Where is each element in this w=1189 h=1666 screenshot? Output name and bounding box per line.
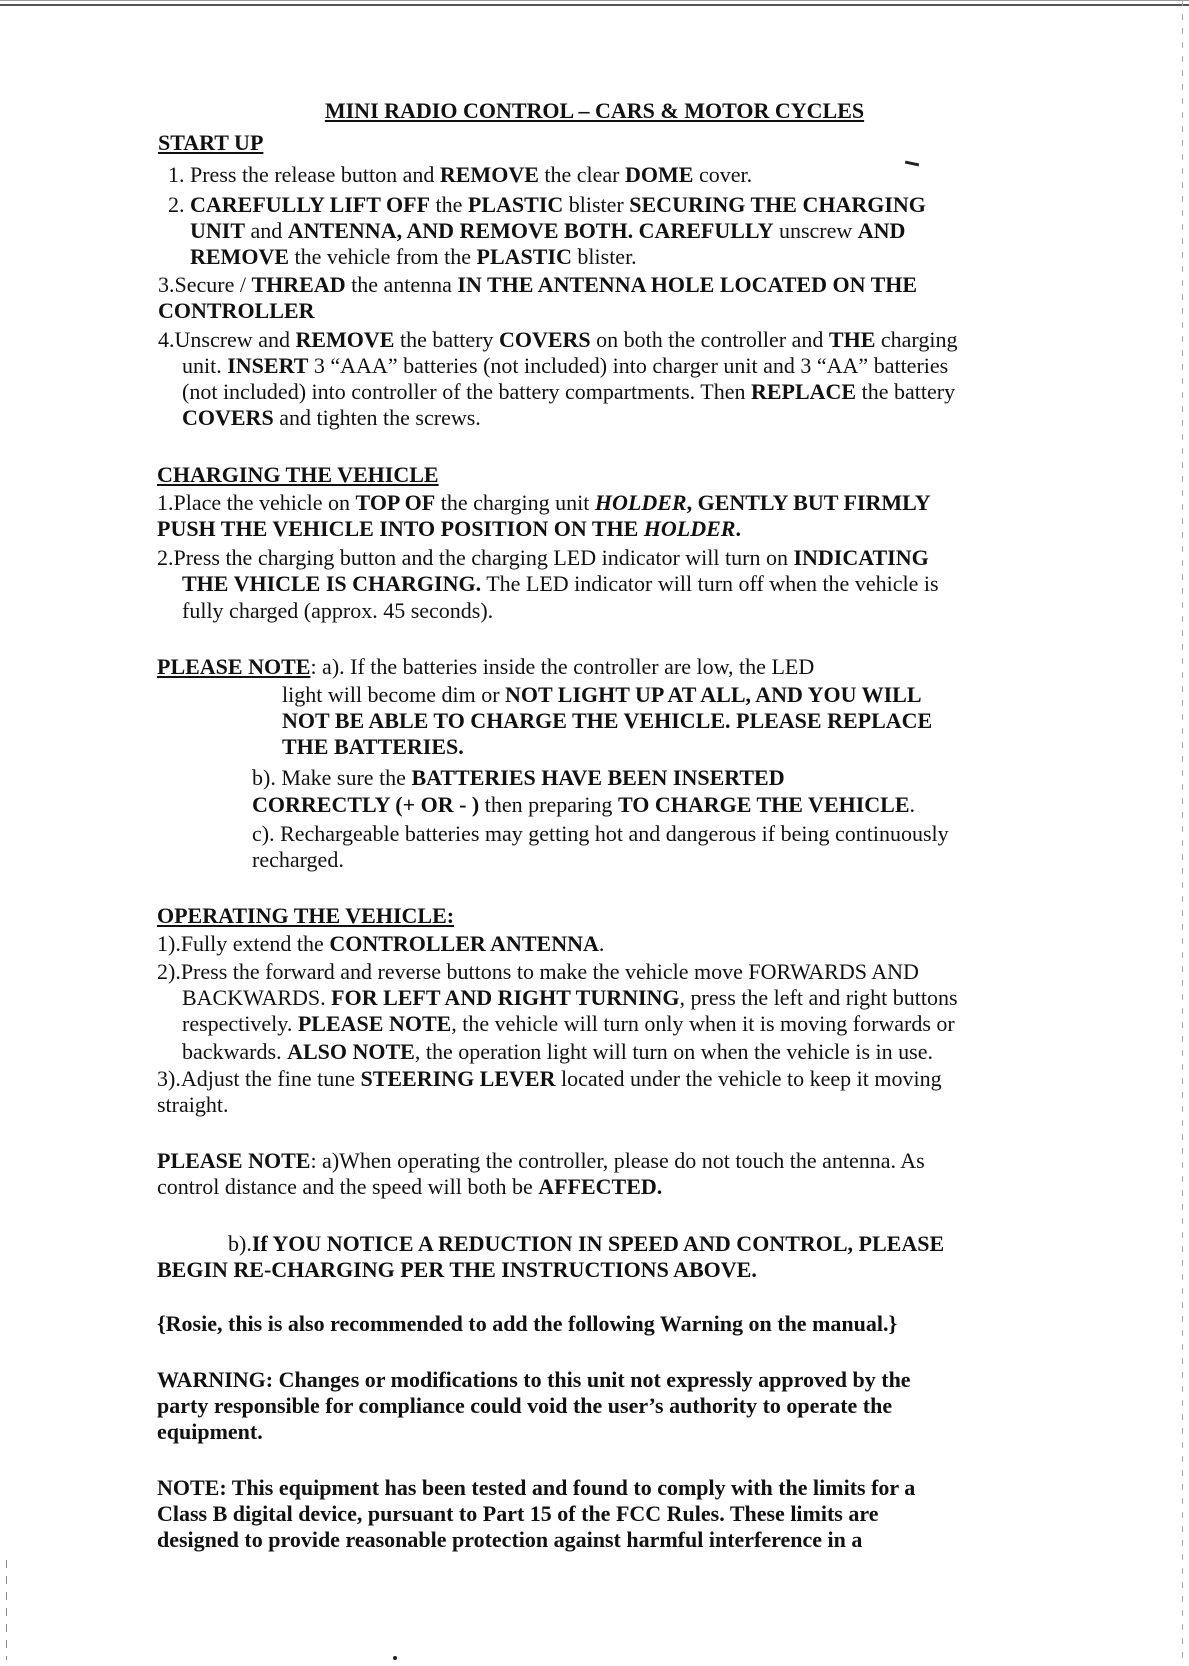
text-segment: CHARGING THE VEHICLE bbox=[157, 462, 439, 487]
document-title bbox=[0, 98, 1189, 124]
text-segment: (not included) into controller of the battery compartments. Then bbox=[182, 379, 751, 404]
text-segment: : a). If the batteries inside the controller are low, the LED bbox=[310, 654, 815, 679]
text-segment: CAREFULLY LIFT OFF bbox=[190, 192, 431, 217]
text-line bbox=[252, 765, 785, 791]
text-line bbox=[158, 327, 957, 353]
text-segment: 1).Fully extend the bbox=[157, 931, 330, 956]
text-segment: UNIT bbox=[190, 218, 246, 243]
text-segment: 2. bbox=[168, 192, 190, 217]
text-segment: CORRECTLY (+ OR - ) bbox=[252, 792, 480, 817]
text-segment: , press the left and right buttons bbox=[679, 985, 958, 1010]
text-segment: respectively. bbox=[182, 1011, 298, 1036]
text-segment: 1.Place the vehicle on bbox=[157, 490, 356, 515]
text-line bbox=[228, 1231, 944, 1257]
text-segment: 3).Adjust the fine tune bbox=[157, 1066, 361, 1091]
text-line bbox=[252, 847, 344, 873]
text-segment: b). Make sure the bbox=[252, 765, 412, 790]
text-segment: PUSH THE VEHICLE INTO POSITION ON THE bbox=[157, 516, 644, 541]
text-segment: the bbox=[430, 192, 468, 217]
text-segment: ALSO NOTE bbox=[287, 1039, 415, 1064]
text-segment: {Rosie, this is also recommended to add the following Warning on the manual.} bbox=[157, 1311, 898, 1336]
text-line bbox=[182, 1039, 933, 1065]
scan-edge-left bbox=[6, 1560, 7, 1660]
text-segment: . bbox=[735, 516, 741, 541]
text-segment: : a)When operating the controller, please do not touch the antenna. As bbox=[310, 1148, 925, 1173]
text-line bbox=[157, 1367, 911, 1393]
text-line bbox=[158, 298, 314, 324]
text-line bbox=[157, 1527, 862, 1553]
text-segment: the antenna bbox=[345, 272, 458, 297]
text-segment: c). Rechargeable batteries may getting hot and dangerous if being continuously bbox=[252, 821, 949, 846]
text-line bbox=[190, 218, 905, 244]
text-line bbox=[157, 1311, 897, 1337]
text-line bbox=[182, 405, 481, 431]
text-line bbox=[157, 654, 814, 680]
text-segment: PLEASE NOTE bbox=[157, 1148, 311, 1173]
text-segment: the battery bbox=[856, 379, 956, 404]
text-segment: blister. bbox=[571, 244, 637, 269]
text-line bbox=[157, 903, 454, 929]
text-line bbox=[282, 682, 922, 708]
text-segment: STEERING LEVER bbox=[360, 1066, 556, 1091]
text-segment: unscrew bbox=[773, 218, 858, 243]
text-segment: the vehicle from the bbox=[289, 244, 477, 269]
text-segment: DOME bbox=[624, 162, 694, 187]
text-segment: control distance and the speed will both be bbox=[157, 1174, 539, 1199]
text-segment: REPLACE bbox=[750, 379, 857, 404]
text-segment: CONTROLLER bbox=[158, 298, 315, 323]
text-segment: BACKWARDS. bbox=[182, 985, 332, 1010]
text-segment: the battery bbox=[394, 327, 499, 352]
text-segment: and bbox=[245, 218, 288, 243]
text-segment: IN THE ANTENNA HOLE LOCATED ON THE bbox=[457, 272, 918, 297]
text-line bbox=[157, 1393, 892, 1419]
text-segment: COVERS bbox=[182, 405, 274, 430]
text-segment: straight. bbox=[157, 1092, 229, 1117]
stray-dot bbox=[393, 1656, 397, 1660]
text-line bbox=[168, 192, 926, 218]
text-segment: 2).Press the forward and reverse buttons to make the vehicle move FORWARDS AND bbox=[157, 959, 919, 984]
text-segment: TOP OF bbox=[355, 490, 436, 515]
text-segment: AND bbox=[857, 218, 906, 243]
text-segment: fully charged (approx. 45 seconds). bbox=[182, 598, 494, 623]
text-line bbox=[157, 1148, 925, 1174]
text-segment: THE BATTERIES. bbox=[282, 734, 464, 759]
text-line bbox=[157, 1501, 879, 1527]
text-segment: FOR LEFT AND RIGHT TURNING bbox=[331, 985, 680, 1010]
text-segment: 4.Unscrew and bbox=[158, 327, 296, 352]
text-line bbox=[252, 792, 915, 818]
text-segment: charging bbox=[875, 327, 958, 352]
text-segment: HOLDER bbox=[643, 516, 736, 541]
text-line bbox=[252, 821, 949, 847]
text-line bbox=[182, 379, 955, 405]
text-segment: BEGIN RE-CHARGING PER THE INSTRUCTIONS ABOVE. bbox=[157, 1257, 757, 1282]
text-line bbox=[157, 1092, 229, 1118]
text-segment: on both the controller and bbox=[590, 327, 829, 352]
text-segment: 3 “AAA” batteries (not included) into charger unit and 3 “AA” batteries bbox=[308, 353, 949, 378]
text-segment: THE VHICLE IS CHARGING. bbox=[182, 571, 482, 596]
text-segment: designed to provide reasonable protection against harmful interference in a bbox=[157, 1527, 863, 1552]
text-segment: REMOVE bbox=[295, 327, 395, 352]
text-line bbox=[157, 1257, 757, 1283]
text-segment: HOLDER bbox=[594, 490, 687, 515]
text-segment: PLEASE NOTE bbox=[297, 1011, 452, 1036]
scan-edge-top bbox=[0, 4, 1189, 6]
text-segment: WARNING: Changes or modifications to this unit not expressly approved by the bbox=[157, 1367, 911, 1392]
text-line bbox=[157, 1419, 263, 1445]
text-segment: then preparing bbox=[479, 792, 618, 817]
text-segment: ANTENNA, AND REMOVE BOTH. CAREFULLY bbox=[287, 218, 774, 243]
text-segment: party responsible for compliance could void the user’s authority to operate the bbox=[157, 1393, 893, 1418]
text-line bbox=[157, 1066, 942, 1092]
text-segment: and tighten the screws. bbox=[273, 405, 481, 430]
text-segment: CONTROLLER ANTENNA bbox=[329, 931, 599, 956]
text-segment: PLASTIC bbox=[467, 192, 564, 217]
stray-mark bbox=[905, 161, 919, 167]
text-segment: START UP bbox=[158, 130, 264, 155]
text-segment: AFFECTED. bbox=[538, 1174, 663, 1199]
text-segment: backwards. bbox=[182, 1039, 288, 1064]
text-line bbox=[157, 516, 741, 542]
text-segment: cover. bbox=[693, 162, 753, 187]
text-segment: 3.Secure / bbox=[158, 272, 252, 297]
text-segment: . bbox=[598, 931, 605, 956]
text-segment: , GENTLY BUT FIRMLY bbox=[686, 490, 931, 515]
text-line bbox=[158, 130, 263, 156]
text-segment: Class B digital device, pursuant to Part 15 of the FCC Rules. These limits are bbox=[157, 1501, 879, 1526]
text-line bbox=[157, 931, 604, 957]
text-line bbox=[157, 959, 919, 985]
text-line bbox=[182, 353, 948, 379]
text-line bbox=[182, 571, 939, 597]
text-segment: THREAD bbox=[251, 272, 346, 297]
text-segment: light will become dim or bbox=[282, 682, 506, 707]
text-segment: The LED indicator will turn off when the vehicle is bbox=[481, 571, 939, 596]
text-line bbox=[282, 708, 932, 734]
text-line bbox=[282, 734, 464, 760]
text-segment: NOTE: This equipment has been tested and found to comply with the limits for a bbox=[157, 1475, 916, 1500]
text-segment: INDICATING bbox=[793, 545, 929, 570]
text-segment: unit. bbox=[182, 353, 228, 378]
text-segment: PLEASE NOTE bbox=[157, 654, 311, 679]
text-segment: REMOVE bbox=[190, 244, 289, 269]
text-line bbox=[157, 1475, 915, 1501]
text-segment: located under the vehicle to keep it moving bbox=[555, 1066, 942, 1091]
text-segment: equipment. bbox=[157, 1419, 263, 1444]
text-segment: BATTERIES HAVE BEEN INSERTED bbox=[411, 765, 785, 790]
text-line bbox=[157, 490, 931, 516]
scan-edge-right bbox=[1182, 0, 1183, 1666]
document-title-text: MINI RADIO CONTROL – CARS & MOTOR CYCLES bbox=[324, 98, 865, 123]
text-segment: If YOU NOTICE A REDUCTION IN SPEED AND CONTROL, PLEASE bbox=[251, 1231, 945, 1256]
text-line bbox=[182, 1011, 955, 1037]
text-segment: TO CHARGE THE VEHICLE bbox=[617, 792, 910, 817]
text-segment: COVERS bbox=[498, 327, 591, 352]
text-segment: the charging unit bbox=[435, 490, 595, 515]
text-line bbox=[158, 272, 917, 298]
text-segment: 1. Press the release button and bbox=[168, 162, 440, 187]
text-segment: NOT LIGHT UP AT ALL, AND YOU WILL bbox=[505, 682, 922, 707]
text-segment: INSERT bbox=[227, 353, 309, 378]
text-segment: SECURING THE CHARGING bbox=[629, 192, 926, 217]
text-line bbox=[190, 244, 637, 270]
text-segment: THE bbox=[828, 327, 876, 352]
text-segment: 2.Press the charging button and the charging LED indicator will turn on bbox=[157, 545, 794, 570]
text-line bbox=[157, 545, 929, 571]
text-line bbox=[157, 462, 439, 488]
text-segment: recharged. bbox=[252, 847, 344, 872]
text-segment: blister bbox=[563, 192, 630, 217]
text-segment: PLASTIC bbox=[476, 244, 572, 269]
text-line bbox=[182, 598, 493, 624]
text-segment: , the vehicle will turn only when it is moving forwards or bbox=[451, 1011, 955, 1036]
text-segment: the clear bbox=[538, 162, 625, 187]
text-line bbox=[157, 1174, 662, 1200]
text-segment: b). bbox=[228, 1231, 252, 1256]
text-segment: NOT BE ABLE TO CHARGE THE VEHICLE. PLEASE REPLACE bbox=[282, 708, 933, 733]
text-segment: OPERATING THE VEHICLE: bbox=[157, 903, 455, 928]
text-line bbox=[168, 162, 752, 188]
text-segment: REMOVE bbox=[439, 162, 539, 187]
scan-edge-top-thin bbox=[0, 0, 1189, 1]
text-line bbox=[182, 985, 958, 1011]
text-segment: , the operation light will turn on when the vehicle is in use. bbox=[414, 1039, 933, 1064]
text-segment: . bbox=[909, 792, 916, 817]
